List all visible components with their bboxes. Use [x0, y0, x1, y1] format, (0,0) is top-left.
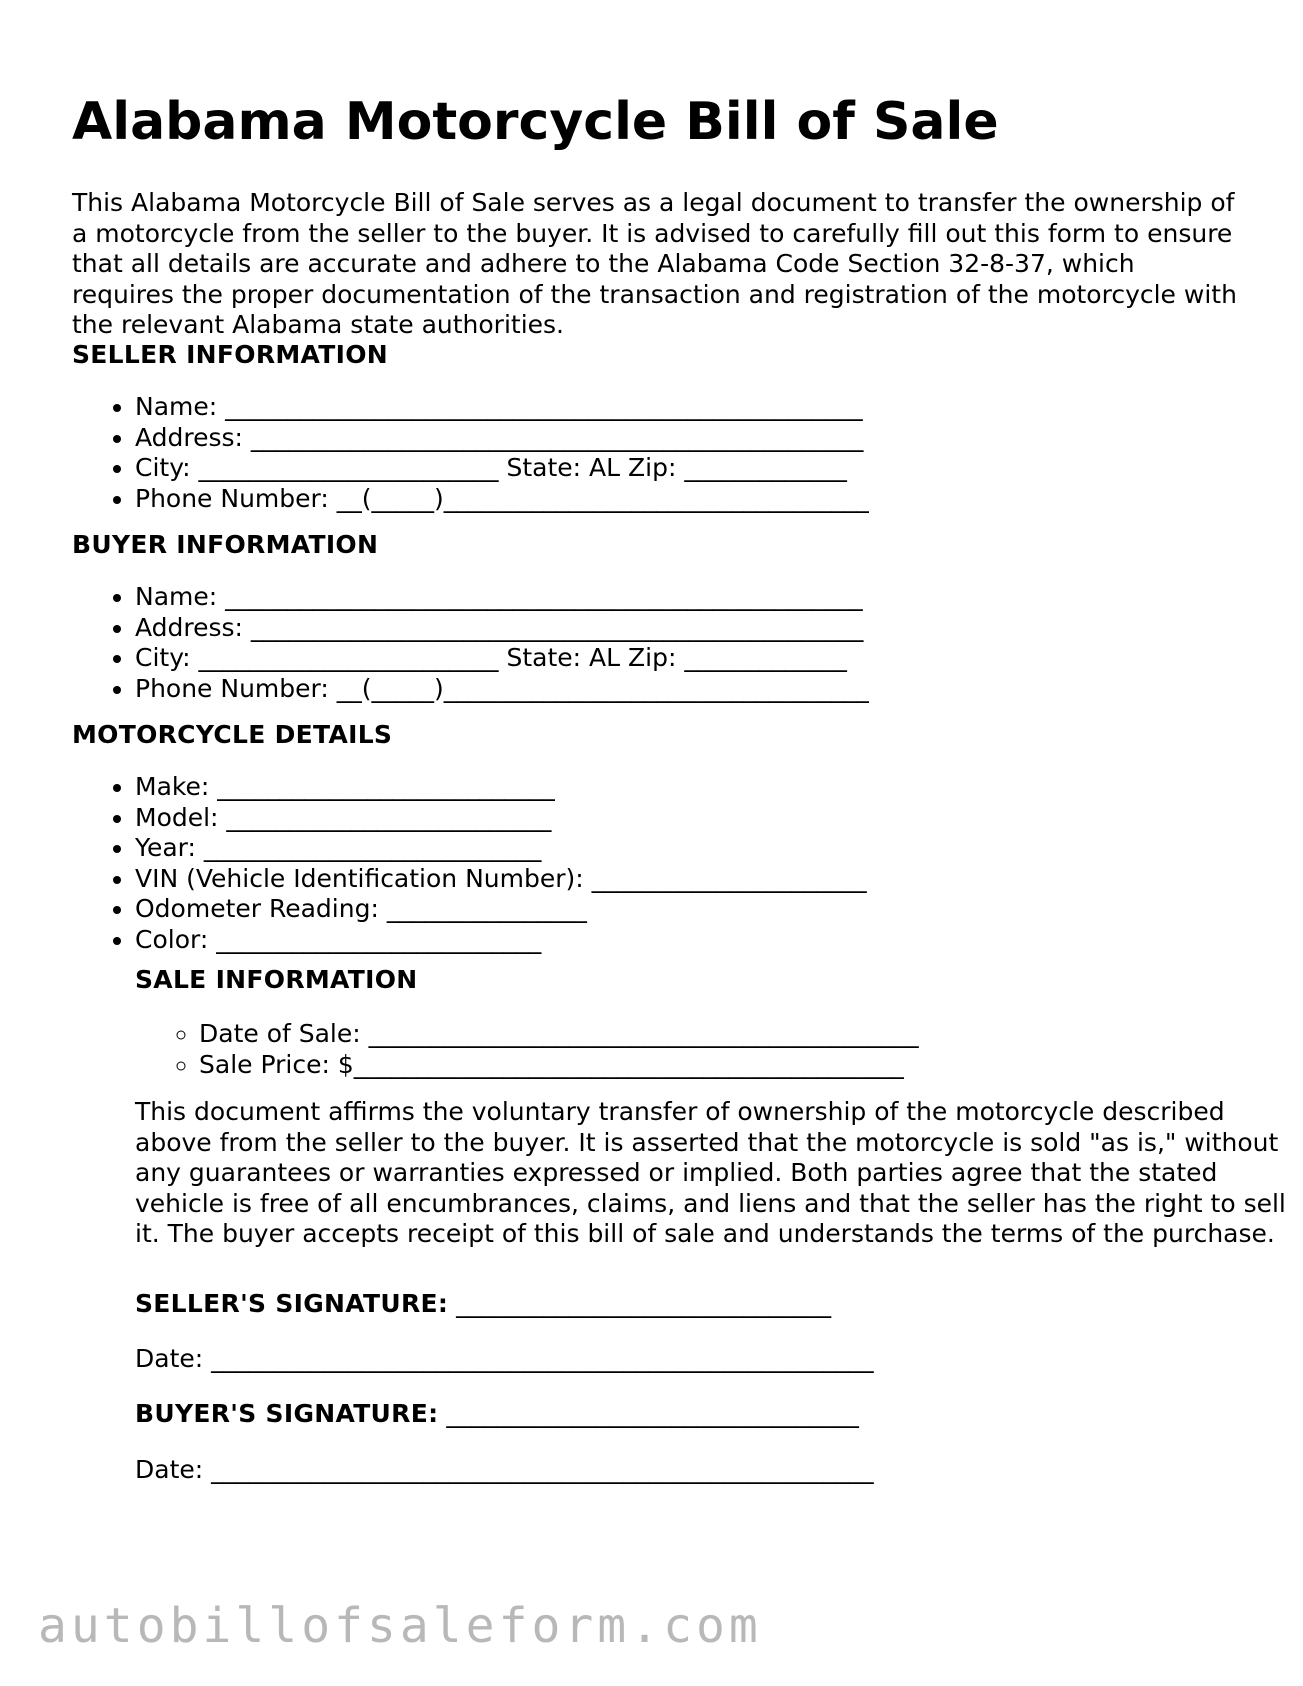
make-field[interactable]: • Make: ___________________________ — [135, 772, 867, 803]
model-field[interactable]: • Model: __________________________ — [135, 803, 867, 834]
buyer-fields — [72, 582, 869, 704]
date-of-sale-field[interactable]: ◦ Date of Sale: ____________________________________________ — [199, 1019, 919, 1050]
seller-date-field[interactable]: Date: _____________________________________________________ — [135, 1344, 874, 1373]
buyer-signature-field[interactable]: _________________________________ — [438, 1399, 859, 1428]
sale-price-field[interactable]: ◦ Sale Price: $____________________________________________ — [199, 1050, 919, 1081]
seller-signature-label: SELLER'S SIGNATURE: — [135, 1289, 449, 1318]
odometer-field[interactable]: • Odometer Reading: ________________ — [135, 894, 867, 925]
vin-field[interactable]: • VIN (Vehicle Identification Number): ______________________ — [135, 864, 867, 895]
seller-signature-row — [135, 1288, 831, 1320]
seller-city-field[interactable]: • City: ________________________ State: AL Zip: _____________ — [135, 453, 869, 484]
buyer-name-field[interactable]: • Name: ___________________________________________________ — [135, 582, 869, 613]
buyer-signature-label: BUYER'S SIGNATURE: — [135, 1399, 439, 1428]
buyer-address-field[interactable]: • Address: _________________________________________________ — [135, 613, 869, 644]
watermark: autobillofsaleform.com — [38, 1598, 762, 1654]
buyer-heading: BUYER INFORMATION — [72, 530, 379, 559]
seller-heading: SELLER INFORMATION — [72, 340, 388, 369]
seller-address-field[interactable]: • Address: _________________________________________________ — [135, 423, 869, 454]
motorcycle-heading: MOTORCYCLE DETAILS — [72, 720, 393, 749]
affirmation-paragraph: This document affirms the voluntary transfer of ownership of the motorcycle described above from the seller to the buyer. It is asserted that the motorcycle is sold "as is," without any guarantees or warranties expressed or implied. Both parties agree that the stated vehicle is free of all encumbrances, claims, and liens and that the seller has the right to sell it. The buyer accepts receipt of this bill of sale and understands the terms of the purchase. — [135, 1097, 1286, 1248]
buyer-signature-row — [135, 1398, 859, 1430]
year-field[interactable]: • Year: ___________________________ — [135, 833, 867, 864]
buyer-phone-field[interactable]: • Phone Number: __(_____)__________________________________ — [135, 674, 869, 705]
buyer-city-field[interactable]: • City: ________________________ State: AL Zip: _____________ — [135, 643, 869, 674]
color-field[interactable]: • Color: __________________________ — [135, 925, 867, 956]
seller-name-field[interactable]: • Name: ___________________________________________________ — [135, 392, 869, 423]
buyer-date-field[interactable]: Date: _____________________________________________________ — [135, 1455, 874, 1484]
motorcycle-fields — [72, 772, 867, 955]
document-title: Alabama Motorcycle Bill of Sale — [72, 92, 999, 152]
seller-fields — [72, 392, 869, 514]
intro-paragraph: This Alabama Motorcycle Bill of Sale serves as a legal document to transfer the ownership of a motorcycle from the seller to the buyer. It is advised to carefully fill out this form to ensure that all details are accurate and adhere to the Alabama Code Section 32-8-37, which requires the proper documentation of the transaction and registration of the motorcycle with the relevant Alabama state authorities. — [72, 188, 1237, 339]
seller-signature-field[interactable]: ______________________________ — [448, 1289, 832, 1318]
sale-fields — [135, 1019, 919, 1080]
seller-phone-field[interactable]: • Phone Number: __(_____)__________________________________ — [135, 484, 869, 515]
sale-heading: SALE INFORMATION — [135, 965, 418, 994]
